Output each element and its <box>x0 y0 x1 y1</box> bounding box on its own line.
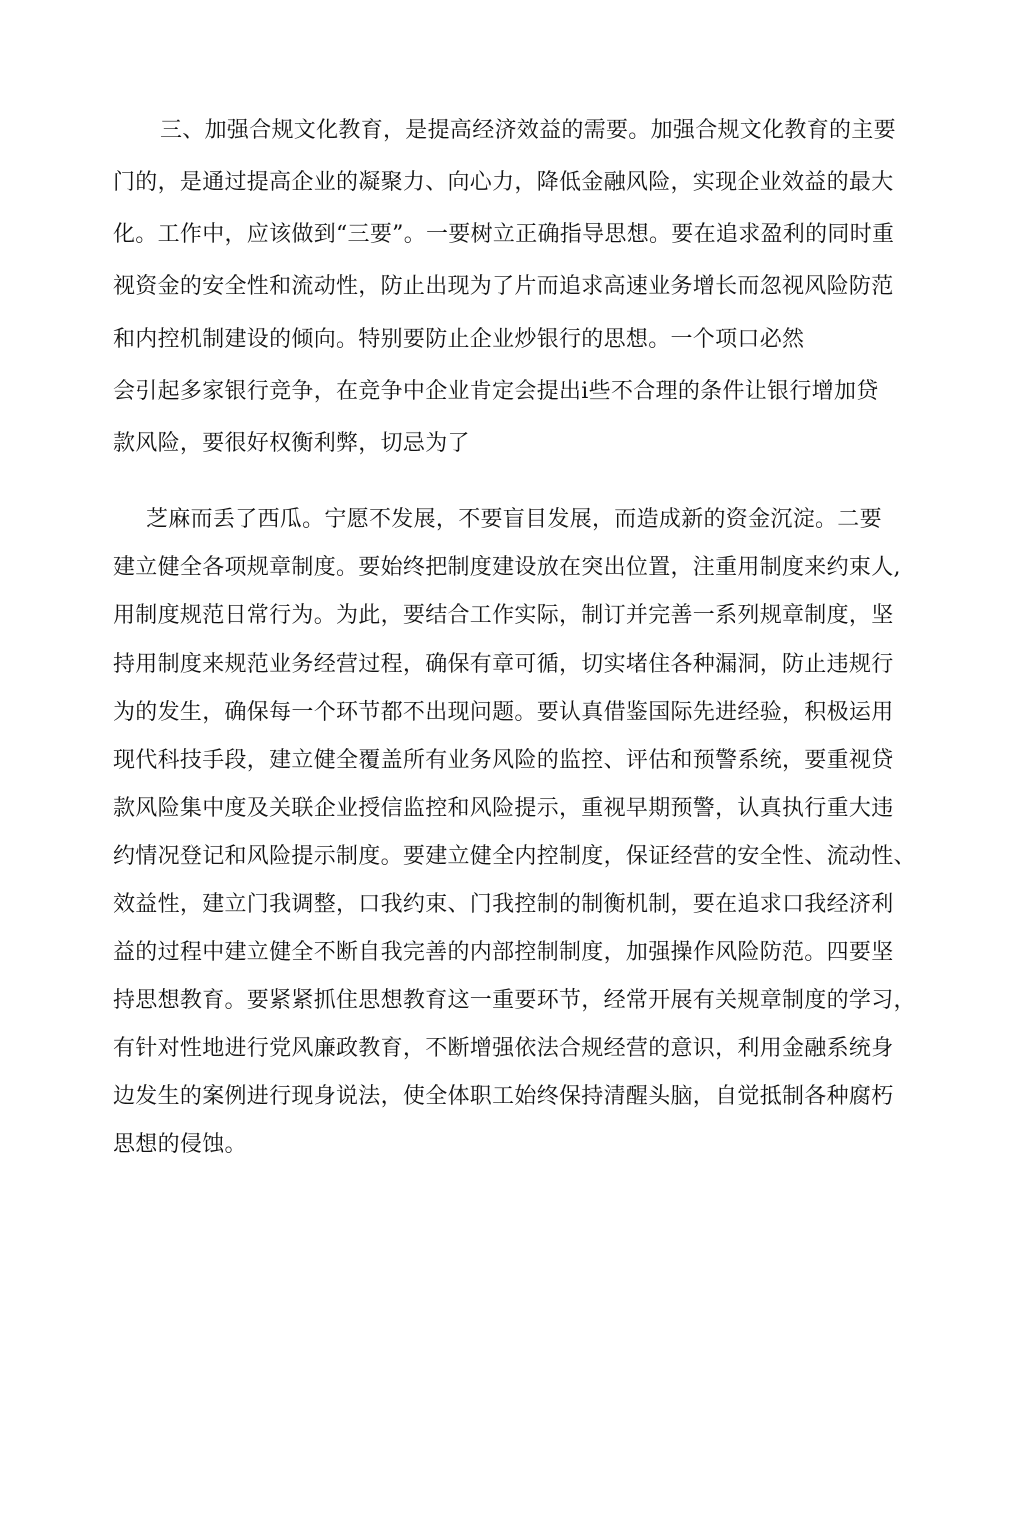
text-line: 用制度规范日常行为。为此，要结合工作实际，制订并完善一系列规章制度，坚 <box>113 603 894 628</box>
text-line: 门的，是通过提高企业的凝聚力、向心力，降低金融风险，实现企业效益的最大 <box>113 170 894 195</box>
text-line: 为的发生，确保每一个环节都不出现问题。要认真借鉴国际先进经验，积极运用 <box>113 700 894 725</box>
text-line: 款风险集中度及关联企业授信监控和风险提示，重视早期预警，认真执行重大违 <box>113 796 894 821</box>
text-line: 持思想教育。要紧紧抓住思想教育这一重要环节，经常开展有关规章制度的学习， <box>113 988 916 1013</box>
text-line: 款风险，要很好权衡利弊，切忌为了 <box>113 431 470 456</box>
text-line: 有针对性地进行党风廉政教育，不断增强依法合规经营的意识，利用金融系统身 <box>113 1036 894 1061</box>
text-line: 约情况登记和风险提示制度。要建立健全内控制度，保证经营的安全性、流动性、 <box>113 844 916 869</box>
text-line: 益的过程中建立健全不断自我完善的内部控制制度，加强操作风险防范。四要坚 <box>113 940 894 965</box>
text-line: 思想的侵蚀。 <box>113 1132 247 1157</box>
text-line: 现代科技手段，建立健全覆盖所有业务风险的监控、评估和预警系统，要重视贷 <box>113 748 894 773</box>
text-line: 芝麻而丢了西瓜。宁愿不发展，不要盲目发展，而造成新的资金沉淀。二要 <box>146 507 882 532</box>
text-line: 化。工作中，应该做到“三要”。一要树立正确指导思想。要在追求盈利的同时重 <box>113 222 895 247</box>
text-line: 建立健全各项规章制度。要始终把制度建设放在突出位置，注重用制度来约束人, <box>113 555 901 580</box>
text-line: 边发生的案例进行现身说法，使全体职工始终保持清醒头脑，自觉抵制各种腐朽 <box>113 1084 894 1109</box>
text-line: 视资金的安全性和流动性，防止出现为了片而追求高速业务增长而忽视风险防范 <box>113 274 894 299</box>
text-line: 持用制度来规范业务经营过程，确保有章可循，切实堵住各种漏洞，防止违规行 <box>113 652 894 677</box>
text-line: 会引起多家银行竞争，在竞争中企业肯定会提出i些不合理的条件让银行增加贷 <box>113 379 879 404</box>
text-line: 效益性，建立门我调整，口我约束、门我控制的制衡机制，要在追求口我经济利 <box>113 892 894 917</box>
text-line: 三、加强合规文化教育，是提高经济效益的需要。加强合规文化教育的主要 <box>160 118 896 143</box>
text-line: 和内控机制建设的倾向。特别要防止企业炒银行的思想。一个项口必然 <box>113 327 805 352</box>
